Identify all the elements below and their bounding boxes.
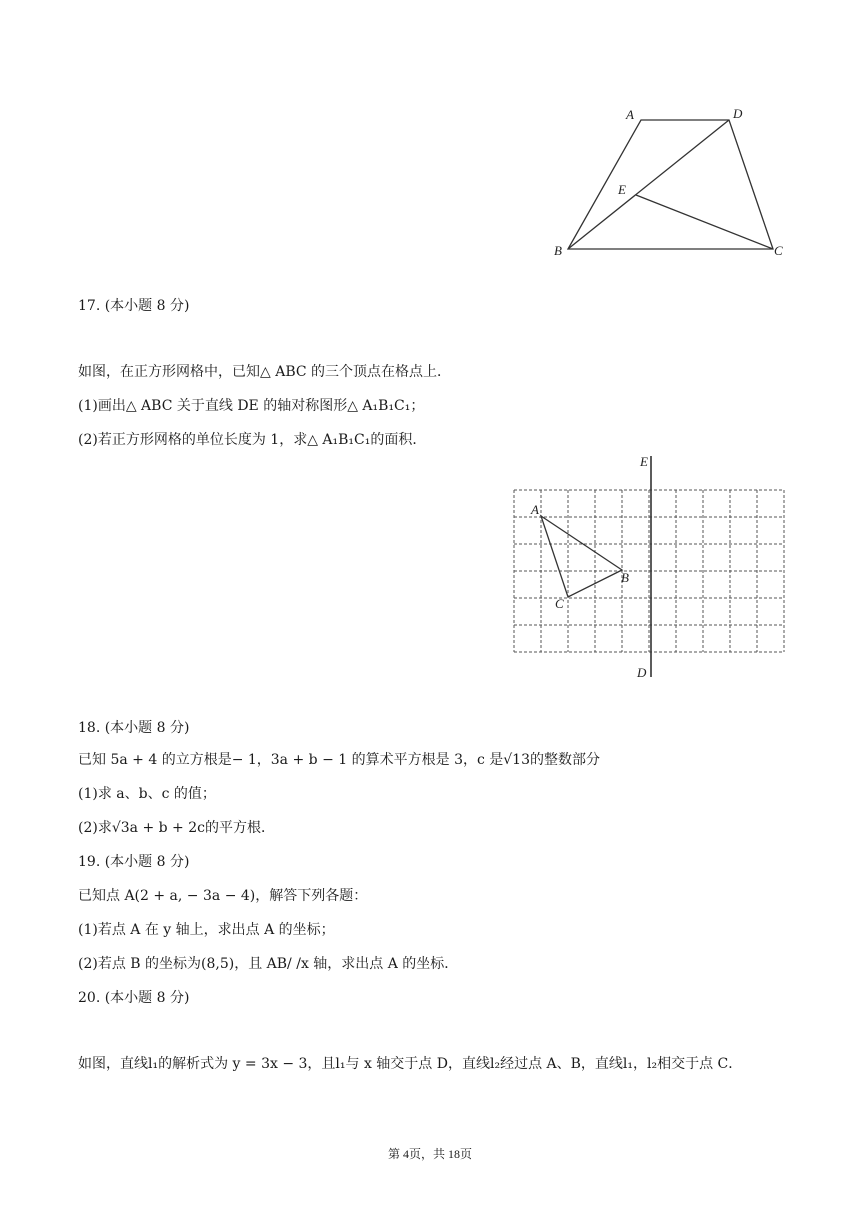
- q19-intro: 已知点 A(2 + a, − 3a − 4)，解答下列各题：: [78, 888, 368, 904]
- grid-label-C: C: [555, 596, 564, 611]
- grid-label-E: E: [640, 454, 648, 469]
- q18-part1: (1)求 a、b、c 的值；: [78, 786, 216, 802]
- q17-part2: (2)若正方形网格的单位长度为 1，求△ A₁B₁C₁的面积．: [78, 432, 427, 448]
- page-footer: 第 4页，共 18页: [387, 1147, 472, 1161]
- q19-header: 19. (本小题 8 分): [78, 854, 190, 870]
- q17-part1: (1)画出△ ABC 关于直线 DE 的轴对称图形△ A₁B₁C₁；: [78, 398, 425, 414]
- q19-part1: (1)若点 A 在 y 轴上，求出点 A 的坐标；: [78, 922, 335, 938]
- q18-header: 18. (本小题 8 分): [78, 720, 190, 736]
- q20-intro: 如图，直线l₁的解析式为 y = 3x − 3，且l₁与 x 轴交于点 D，直线l₂经过点 A、B，直线l₁，l₂相交于点 C．: [78, 1056, 743, 1072]
- label-C: C: [774, 243, 783, 258]
- segment-EC: [636, 195, 773, 249]
- q18-part2: (2)求√3a + b + 2c的平方根．: [78, 820, 275, 836]
- trapezoid-figure: [540, 95, 800, 270]
- grid-label-B: B: [621, 570, 629, 585]
- q17-header: 17. (本小题 8 分): [78, 298, 190, 314]
- label-D: D: [733, 106, 743, 121]
- q17-intro: 如图，在正方形网格中，已知△ ABC 的三个顶点在格点上．: [78, 364, 452, 380]
- label-B: B: [554, 243, 562, 258]
- q19-part2: (2)若点 B 的坐标为(8,5)，且 AB/ /x 轴，求出点 A 的坐标．: [78, 956, 459, 972]
- triangle-ABC: [541, 516, 622, 597]
- label-A: A: [626, 107, 634, 122]
- grid-figure: [505, 450, 795, 685]
- grid-label-D: D: [637, 665, 647, 680]
- trapezoid-outline: [568, 120, 773, 249]
- label-E: E: [618, 182, 626, 197]
- segment-BD: [568, 120, 729, 249]
- q18-intro: 已知 5a + 4 的立方根是− 1，3a + b − 1 的算术平方根是 3，c 是√13的整数部分: [78, 752, 600, 768]
- grid-label-A: A: [531, 502, 539, 517]
- q20-header: 20. (本小题 8 分): [78, 990, 190, 1006]
